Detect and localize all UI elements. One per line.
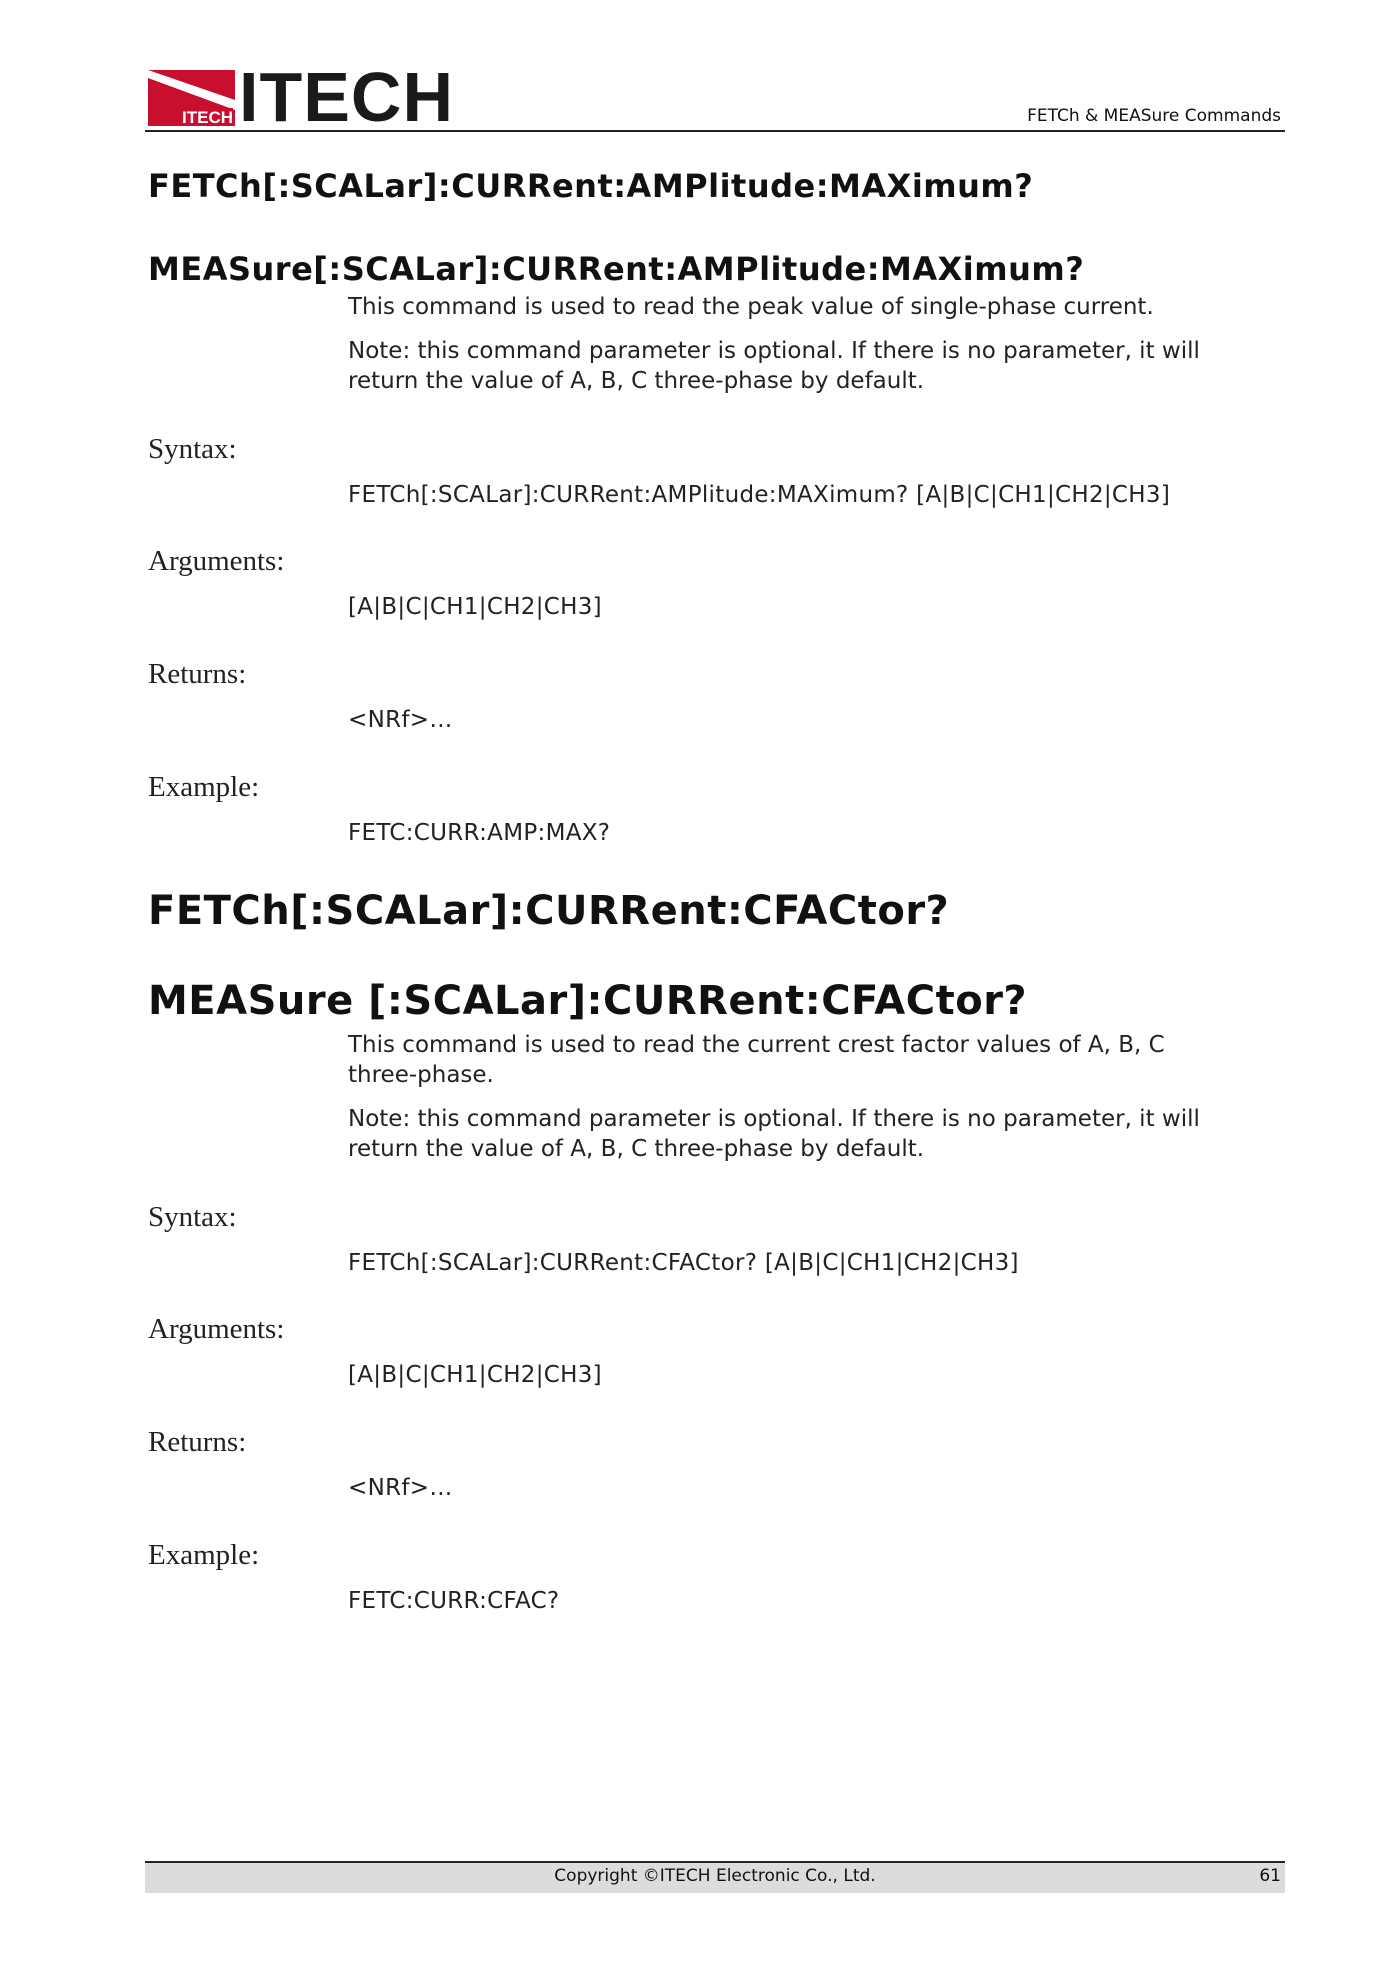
section2-syntax: FETCh[:SCALar]:CURRent:CFACtor? [A|B|C|CH1|CH2|CH3] bbox=[348, 1250, 1019, 1276]
section2-example: FETC:CURR:CFAC? bbox=[348, 1588, 560, 1614]
section1-syntax: FETCh[:SCALar]:CURRent:AMPlitude:MAXimum? [A|B|C|CH1|CH2|CH3] bbox=[348, 482, 1171, 508]
logo-mark-text: ITECH bbox=[182, 108, 233, 126]
section2-arguments: [A|B|C|CH1|CH2|CH3] bbox=[348, 1362, 602, 1388]
section2-example-label: Example: bbox=[148, 1539, 260, 1571]
section2-measure-heading: MEASure [:SCALar]:CURRent:CFACtor? bbox=[148, 978, 1028, 1024]
copyright-text: Copyright ©ITECH Electronic Co., Ltd. bbox=[554, 1866, 876, 1886]
section2-description: This command is used to read the current crest factor values of A, B, C three-phase. bbox=[348, 1032, 1165, 1088]
section1-example-label: Example: bbox=[148, 771, 260, 803]
itech-logo-mark-icon bbox=[148, 70, 235, 126]
section1-note: Note: this command parameter is optional. If there is no parameter, it will return the value of A, B, C three-phase by default. bbox=[348, 338, 1200, 394]
section1-fetch-heading: FETCh[:SCALar]:CURRent:AMPlitude:MAXimum? bbox=[148, 167, 1034, 205]
section1-measure-heading: MEASure[:SCALar]:CURRent:AMPlitude:MAXimum? bbox=[148, 250, 1085, 288]
section1-arguments: [A|B|C|CH1|CH2|CH3] bbox=[348, 594, 602, 620]
section2-note: Note: this command parameter is optional. If there is no parameter, it will return the value of A, B, C three-phase by default. bbox=[348, 1106, 1200, 1162]
section2-returns-label: Returns: bbox=[148, 1426, 247, 1458]
section2-arguments-label: Arguments: bbox=[148, 1313, 285, 1345]
section1-syntax-label: Syntax: bbox=[148, 433, 237, 465]
section1-returns: <NRf>… bbox=[348, 707, 453, 733]
logo-text: ITECH bbox=[239, 58, 454, 136]
section1-arguments-label: Arguments: bbox=[148, 545, 285, 577]
itech-logo bbox=[148, 58, 454, 136]
section2-syntax-label: Syntax: bbox=[148, 1201, 237, 1233]
section2-returns: <NRf>… bbox=[348, 1475, 453, 1501]
running-title: FETCh & MEASure Commands bbox=[1027, 106, 1281, 126]
page-footer bbox=[145, 1861, 1285, 1893]
section1-example: FETC:CURR:AMP:MAX? bbox=[348, 820, 611, 846]
page-header bbox=[145, 58, 1285, 136]
section1-description: This command is used to read the peak value of single-phase current. bbox=[348, 294, 1154, 320]
page-number: 61 bbox=[1259, 1866, 1281, 1886]
section2-fetch-heading: FETCh[:SCALar]:CURRent:CFACtor? bbox=[148, 888, 950, 934]
section1-returns-label: Returns: bbox=[148, 658, 247, 690]
